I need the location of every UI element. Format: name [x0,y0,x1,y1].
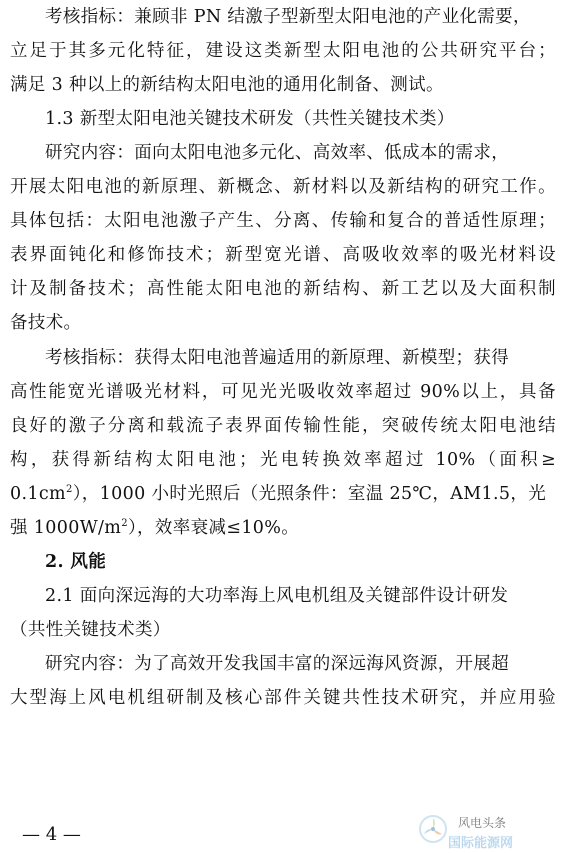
p2-line-3: 具体包括：太阳电池激子产生、分离、传输和复合的普适性原理； [10,211,556,231]
p2-line-4: 表界面钝化和修饰技术；新型宽光谱、高吸收效率的吸光材料设 [10,245,556,265]
p3-line-2: 高性能宽光谱吸光材料，可见光光吸收效率超过 90%以上，具备 [10,382,556,402]
p3-line-6-superscript: 2 [121,518,128,530]
p2-line-2: 开展太阳电池的新原理、新概念、新材料以及新结构的研究工作。 [10,177,556,197]
p2-line-5: 计及制备技术；高性能太阳电池的新结构、新工艺以及大面积制 [10,279,556,299]
p3-line-5 [10,477,556,511]
p4-line-2: 大型海上风电机组研制及核心部件关键共性技术研究，并应用验 [10,688,556,708]
p3-line-5-part-a: 0.1cm [10,484,66,504]
p3-line-6 [10,511,556,545]
section-heading-2: 2. 风能 [45,552,107,572]
p1-line-1: 考核指标：兼顾非 PN 结激子型新型太阳电池的产业化需要， [45,7,531,27]
p2-line-6: 备技术。 [10,313,82,333]
p1-line-3: 满足 3 种以上的新结构太阳电池的通用化制备、测试。 [10,75,444,95]
wind-energy-logo-icon [418,814,448,844]
section-heading-1-3: 1.3 新型太阳电池关键技术研发（共性关键技术类） [45,109,455,129]
p3-line-5-part-b: ），1000 小时光照后（光照条件：室温 25℃，AM1.5，光 [72,484,547,504]
p1-line-2: 立足于其多元化特征，建设这类新型太阳电池的公共研究平台； [10,41,556,61]
page-number: — 4 — [22,824,81,845]
watermark [418,812,558,852]
p4-line-1: 研究内容：为了高效开发我国丰富的深远海风资源，开展超 [45,654,510,674]
p3-line-6-part-b: ），效率衰减≤10%。 [127,518,300,538]
p3-line-1: 考核指标：获得太阳电池普遍适用的新原理、新模型；获得 [45,348,510,368]
section-heading-2-1-line-2: （共性关键技术类） [10,620,171,640]
watermark-account-name: 风电头条 [458,816,507,830]
watermark-site-name: 国际能源网 [448,836,514,851]
p3-line-3: 良好的激子分离和载流子表界面传输性能，突破传统太阳电池结 [10,416,556,436]
p3-line-6-part-a: 强 1000W/m [10,518,122,538]
p2-line-1: 研究内容：面向太阳电池多元化、高效率、低成本的需求， [45,143,510,163]
p3-line-5-superscript: 2 [65,484,73,496]
section-heading-2-1-line-1: 2.1 面向深远海的大功率海上风电机组及关键部件设计研发 [45,586,509,606]
p3-line-4: 构，获得新结构太阳电池；光电转换效率超过 10%（面积≥ [10,450,556,470]
